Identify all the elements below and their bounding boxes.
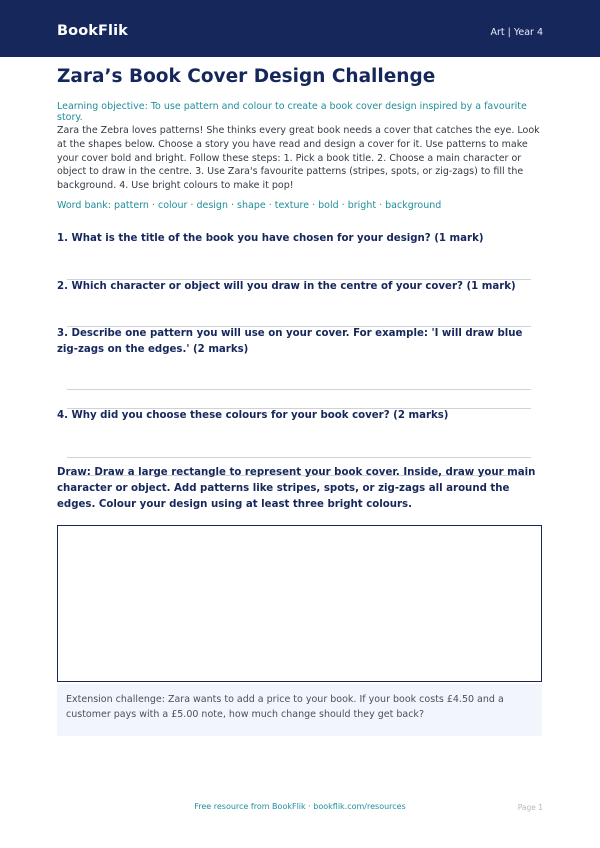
answer-line-4a[interactable] [67, 457, 531, 458]
extension-challenge [57, 684, 542, 736]
subject-year-label: Art | Year 4 [490, 27, 543, 38]
answer-line-3a[interactable] [67, 389, 531, 390]
extension-challenge-text: Extension challenge: Zara wants to add a price to your book. If your book costs £4.50 and a customer pays with a £5.00 note, how much change should they get back? [66, 694, 504, 720]
learning-objective: Learning objective: To use pattern and colour to create a book cover design inspired by a favourite story. [57, 101, 527, 123]
question-3: 3. Describe one pattern you will use on your cover. For example: 'I will draw blue zig-zags on the edges.' (2 marks) [57, 328, 523, 355]
question-4: 4. Why did you choose these colours for your book cover? (2 marks) [57, 410, 449, 421]
intro-paragraph: Zara the Zebra loves patterns! She thinks every great book needs a cover that catches the eye. Look at the shapes below. Choose a story you have read and design a cover for it. Use patterns to make your cover bold and bright. Follow these steps: 1. Pick a book title. 2. Choose a main character or object to draw in the centre. 3. Use Zara's favourite patterns (stripes, spots, or zig-zags) to fill the background. 4. Use bright colours to make it pop! [57, 125, 540, 192]
brand-logo-text: BookFlik [57, 23, 128, 39]
drawing-area[interactable] [57, 525, 542, 682]
page-title: Zara’s Book Cover Design Challenge [57, 66, 436, 87]
page-number: Page 1 [517, 803, 543, 812]
page-header [0, 0, 600, 57]
word-bank: Word bank: pattern · colour · design · shape · texture · bold · bright · background [57, 200, 442, 211]
question-2: 2. Which character or object will you draw in the centre of your cover? (1 mark) [57, 281, 516, 292]
question-1: 1. What is the title of the book you have chosen for your design? (1 mark) [57, 233, 484, 244]
footer-credit: Free resource from BookFlik · bookflik.com/resources [194, 802, 406, 811]
draw-task-instructions: Draw: Draw a large rectangle to represent your book cover. Inside, draw your main character or object. Add patterns like stripes, spots, or zig-zags all around the edges. Colour your design using at least three bright colours. [57, 467, 536, 510]
